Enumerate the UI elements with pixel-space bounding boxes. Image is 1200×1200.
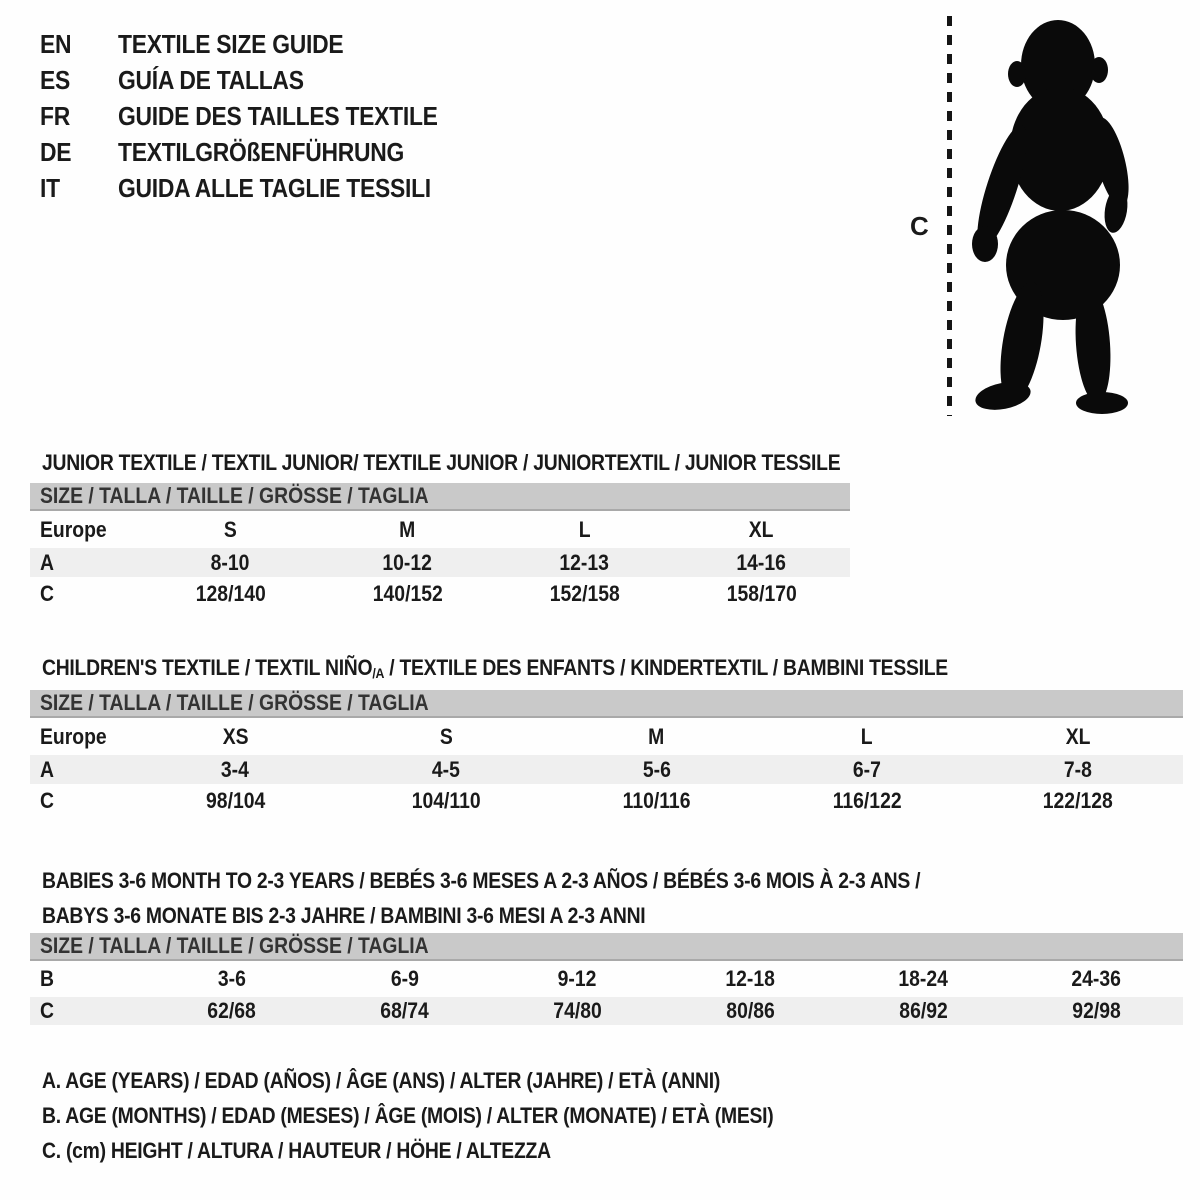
table-cell: 10-12 bbox=[382, 549, 433, 575]
language-row-it bbox=[40, 170, 481, 206]
table-cell: L bbox=[861, 723, 873, 749]
table-cell: 104/110 bbox=[411, 787, 481, 813]
table-cell: 12-13 bbox=[559, 549, 610, 575]
babies-title-line1: BABIES 3-6 MONTH TO 2-3 YEARS / BEBÉS 3-6 MESES A 2-3 AÑOS / BÉBÉS 3-6 MOIS À 2-3 ANS / bbox=[42, 868, 921, 894]
table-cell: 128/140 bbox=[195, 580, 266, 606]
junior-row-age bbox=[30, 548, 850, 577]
guide-title-de: TEXTILGRÖßENFÜHRUNG bbox=[118, 136, 405, 167]
language-row-es bbox=[40, 62, 481, 98]
table-cell: 152/158 bbox=[549, 580, 620, 606]
table-cell: M bbox=[399, 516, 416, 542]
row-label: C bbox=[40, 787, 54, 813]
table-cell: 158/170 bbox=[726, 580, 797, 606]
table-cell: S bbox=[224, 516, 237, 542]
table-cell: S bbox=[439, 723, 453, 749]
babies-title-line2: BABYS 3-6 MONATE BIS 2-3 JAHRE / BAMBINI 3-6 MESI A 2-3 ANNI bbox=[42, 903, 646, 929]
table-cell: 110/116 bbox=[622, 787, 691, 813]
height-dashed-line bbox=[947, 16, 952, 416]
table-cell: 5-6 bbox=[642, 756, 671, 782]
junior-table-header: SIZE / TALLA / TAILLE / GRÖSSE / TAGLIA bbox=[30, 483, 850, 511]
height-measure-label: C bbox=[910, 211, 929, 241]
table-cell: 7-8 bbox=[1063, 756, 1092, 782]
table-cell: 12-18 bbox=[725, 966, 776, 991]
row-label: C bbox=[40, 580, 54, 606]
table-cell: 3-6 bbox=[217, 966, 246, 991]
toddler-silhouette-image bbox=[960, 12, 1150, 424]
table-cell: 18-24 bbox=[898, 966, 949, 991]
children-row-europe bbox=[30, 718, 1183, 755]
language-code: ES bbox=[40, 64, 71, 95]
table-cell: 8-10 bbox=[211, 549, 250, 575]
table-cell: 14-16 bbox=[736, 549, 787, 575]
junior-row-europe bbox=[30, 511, 850, 548]
language-code: IT bbox=[40, 172, 60, 203]
babies-section-title bbox=[42, 863, 1040, 933]
guide-title-es: GUÍA DE TALLAS bbox=[118, 64, 304, 95]
table-cell: 122/128 bbox=[1042, 787, 1113, 813]
children-table-header: SIZE / TALLA / TAILLE / GRÖSSE / TAGLIA bbox=[30, 690, 1183, 718]
table-cell: L bbox=[578, 516, 591, 542]
language-row-en bbox=[40, 26, 481, 62]
table-cell: XS bbox=[222, 723, 249, 749]
language-row-fr bbox=[40, 98, 481, 134]
row-label: Europe bbox=[40, 723, 107, 749]
table-cell: 9-12 bbox=[558, 966, 597, 991]
row-label: B bbox=[40, 966, 54, 991]
guide-title-it: GUIDA ALLE TAGLIE TESSILI bbox=[118, 172, 431, 203]
children-row-height bbox=[30, 784, 1183, 817]
legend-height-cm: C. (cm) HEIGHT / ALTURA / HAUTEUR / HÖHE / ALTEZZA bbox=[42, 1137, 551, 1163]
row-label: A bbox=[40, 549, 54, 575]
table-cell: 3-4 bbox=[221, 756, 250, 782]
guide-title-en: TEXTILE SIZE GUIDE bbox=[118, 28, 344, 59]
table-cell: 98/104 bbox=[205, 787, 265, 813]
table-cell: 62/68 bbox=[207, 998, 256, 1023]
table-cell: 4-5 bbox=[431, 756, 460, 782]
table-cell: 74/80 bbox=[553, 998, 602, 1023]
table-cell: 68/74 bbox=[380, 998, 429, 1023]
language-code: DE bbox=[40, 136, 72, 167]
language-row-de bbox=[40, 134, 481, 170]
table-cell: 24-36 bbox=[1071, 966, 1122, 991]
legend-age-years: A. AGE (YEARS) / EDAD (AÑOS) / ÂGE (ANS) / ALTER (JAHRE) / ETÀ (ANNI) bbox=[42, 1067, 721, 1093]
table-cell: 92/98 bbox=[1072, 998, 1121, 1023]
language-code: EN bbox=[40, 28, 72, 59]
table-cell: XL bbox=[749, 516, 774, 542]
junior-row-height bbox=[30, 577, 850, 610]
row-label: A bbox=[40, 756, 54, 782]
babies-table-header: SIZE / TALLA / TAILLE / GRÖSSE / TAGLIA bbox=[30, 933, 1183, 961]
children-row-age bbox=[30, 755, 1183, 784]
legend-age-months: B. AGE (MONTHS) / EDAD (MESES) / ÂGE (MOIS) / ALTER (MONATE) / ETÀ (MESI) bbox=[42, 1102, 774, 1128]
table-cell: 6-9 bbox=[390, 966, 419, 991]
babies-size-table bbox=[30, 933, 1183, 1025]
table-cell: XL bbox=[1065, 723, 1091, 749]
junior-size-table bbox=[30, 483, 850, 610]
language-title-list bbox=[40, 26, 481, 206]
row-label: C bbox=[40, 998, 54, 1023]
table-cell: M bbox=[648, 723, 665, 749]
children-size-table bbox=[30, 690, 1183, 817]
children-section-title: CHILDREN'S TEXTILE / TEXTIL NIÑO/A / TEXTILE DES ENFANTS / KINDERTEXTIL / BAMBINI TESSILE bbox=[42, 655, 948, 682]
babies-row-months bbox=[30, 961, 1183, 997]
babies-row-height bbox=[30, 997, 1183, 1025]
guide-title-fr: GUIDE DES TAILLES TEXTILE bbox=[118, 100, 438, 131]
nino-a-subscript: /A bbox=[372, 665, 385, 682]
measure-legend bbox=[42, 1063, 873, 1168]
row-label: Europe bbox=[40, 516, 107, 542]
table-cell: 86/92 bbox=[899, 998, 948, 1023]
language-code: FR bbox=[40, 100, 70, 131]
table-cell: 6-7 bbox=[853, 756, 882, 782]
table-cell: 140/152 bbox=[372, 580, 443, 606]
table-cell: 80/86 bbox=[726, 998, 775, 1023]
junior-section-title: JUNIOR TEXTILE / TEXTIL JUNIOR/ TEXTILE JUNIOR / JUNIORTEXTIL / JUNIOR TESSILE bbox=[42, 450, 841, 476]
table-cell: 116/122 bbox=[832, 787, 902, 813]
